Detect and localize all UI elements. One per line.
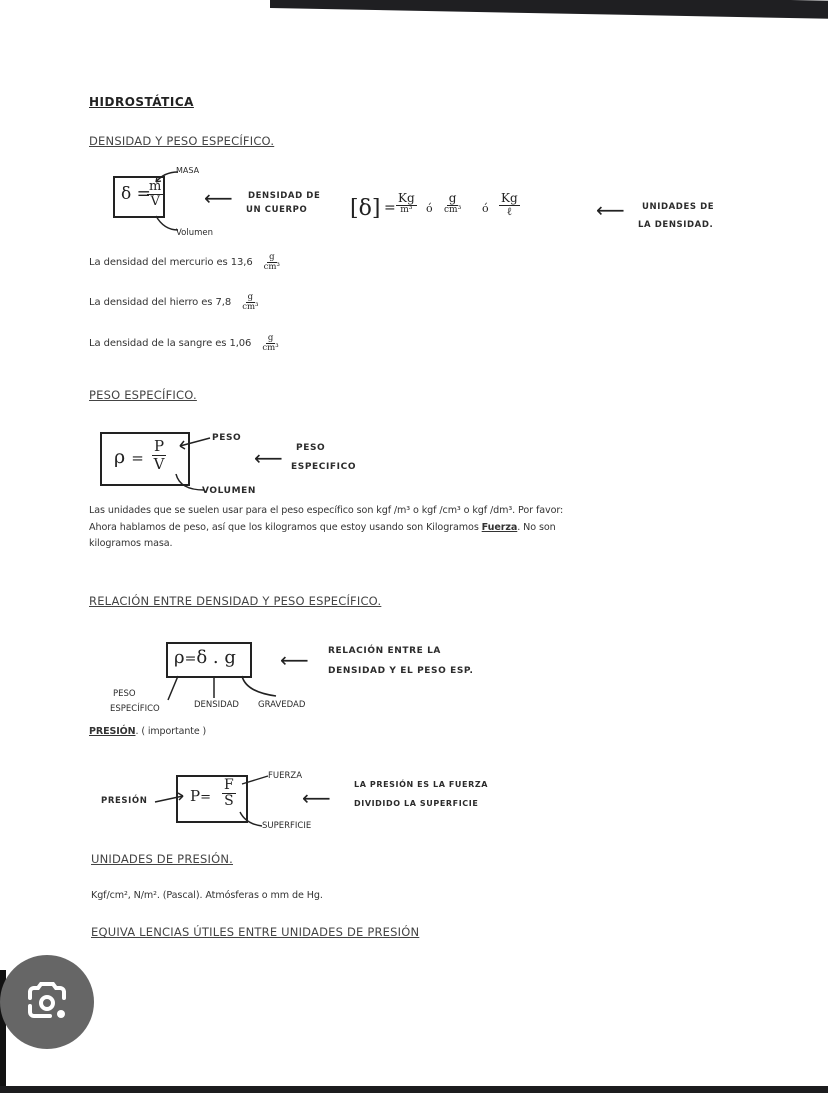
rho-symbol: ρ [114,446,126,468]
label-peso: PESO [113,689,136,699]
force-numerator: F [224,777,234,793]
unit2-numerator: g [448,191,457,205]
presion-heading-text: PRESIÓN [89,726,136,737]
pressure-symbol: P [190,787,201,805]
label-presion: PRESIÓN [101,796,148,806]
google-lens-icon [22,980,72,1024]
example-text: La densidad de la sangre es 1,06 [89,338,252,349]
density-units-lhs: [δ] [350,196,381,221]
arrow-presion-icon [153,790,189,806]
left-arrow-icon: ⟵ [302,786,331,810]
density-desc-line2: UN CUERPO [246,205,308,215]
unit3-numerator: Kg [501,191,518,205]
arrow-volumen-icon [172,472,206,496]
example-hierro [89,292,260,312]
specific-weight-desc-line2: ESPECIFICO [291,462,357,472]
example-sangre [89,333,281,353]
paragraph-line-3: kilogramos masa. [89,538,173,549]
label-gravedad: GRAVEDAD [258,700,306,710]
density-symbol: δ [121,184,132,204]
pressure-desc-line1: LA PRESIÓN ES LA FUERZA [354,780,489,789]
units-desc-line1: UNIDADES DE [642,202,715,212]
unit-denominator: cm³ [263,262,280,272]
unit3-denominator: ℓ [506,205,512,219]
arrow-masa-icon [150,168,180,188]
density-numerator: m [149,179,162,194]
label-peso: PESO [212,433,242,443]
unit2-denominator: cm³ [444,205,462,216]
heading-equivalencias: EQUIVA LENCIAS ÚTILES ENTRE UNIDADES DE PRESIÓN [91,925,420,939]
unit-numerator: g [247,291,254,302]
density-times-gravity: δ . g [196,647,236,668]
unit-numerator: g [267,332,274,343]
label-volumen: VOLUMEN [202,486,257,496]
heading-peso-especifico: PESO ESPECÍFICO. [89,388,197,402]
presion-heading-note: . ( importante ) [135,726,207,737]
or-word: ó [426,202,433,215]
volume-denominator: V [153,454,165,473]
equals-sign: = [136,184,151,204]
paragraph-text: . No son [517,522,556,533]
arrow-fuerza-icon [236,772,270,790]
or-word: ó [482,202,489,215]
paragraph-text: Ahora hablamos de peso, así que los kilogramos que estoy usando son Kilogramos [89,522,482,533]
label-volumen: Volumen [176,228,214,238]
unit-denominator: cm³ [242,302,259,312]
left-arrow-icon: ⟵ [254,446,283,470]
example-text: La densidad del hierro es 7,8 [89,297,232,308]
left-arrow-icon: ⟵ [596,198,625,222]
unit1-numerator: Kg [398,191,415,205]
pressure-units-text: Kgf/cm², N/m². (Pascal). Atmósferas o mm de Hg. [91,890,323,901]
heading-unidades-presion: UNIDADES DE PRESIÓN. [91,852,233,866]
pressure-desc-line2: DIVIDIDO LA SUPERFICIE [354,799,479,808]
emphasis-fuerza: Fuerza [481,522,518,533]
example-text: La densidad del mercurio es 13,6 [89,257,253,268]
unit-numerator: g [269,251,275,262]
specific-weight-desc-line1: PESO [296,443,326,453]
rho-symbol: ρ [174,647,185,668]
equals-sign: = [131,449,144,467]
unit1-denominator: m³ [400,205,413,216]
google-lens-button[interactable] [0,955,94,1049]
left-arrow-icon: ⟵ [204,186,233,210]
equals-sign: = [384,200,396,216]
surface-denominator: S [224,793,234,810]
density-denominator: V [150,194,160,210]
heading-relacion: RELACIÓN ENTRE DENSIDAD Y PESO ESPECÍFICO. [89,594,382,608]
arrow-volumen-icon [150,212,180,234]
units-desc-line2: LA DENSIDAD. [638,220,714,230]
label-densidad: DENSIDAD [194,700,239,710]
relation-desc-line1: RELACIÓN ENTRE LA [328,646,441,656]
paragraph-line-1: Las unidades que se suelen usar para el peso específico son kgf /m³ o kgf /cm³ o kgf /dm³. Por favor: [89,505,564,516]
label-masa: MASA [176,166,200,175]
weight-numerator: P [154,437,165,455]
left-arrow-icon: ⟵ [280,648,309,672]
heading-presion [89,726,206,737]
document-title: HIDROSTÁTICA [89,95,194,109]
paragraph-line-2 [89,522,556,533]
label-especifico: ESPECÍFICO [110,704,160,714]
heading-densidad: DENSIDAD Y PESO ESPECÍFICO. [89,134,275,148]
example-mercurio [89,252,282,272]
label-superficie: SUPERFICIE [262,821,312,831]
equals-sign: = [200,790,211,805]
unit-denominator: cm³ [262,343,279,353]
equals-sign: = [184,651,197,667]
arrow-peso-icon [172,434,212,454]
label-fuerza: FUERZA [268,771,303,781]
relation-desc-line2: DENSIDAD Y EL PESO ESP. [328,666,474,676]
density-desc-line1: DENSIDAD DE [248,191,321,201]
arrow-superficie-icon [236,810,264,830]
